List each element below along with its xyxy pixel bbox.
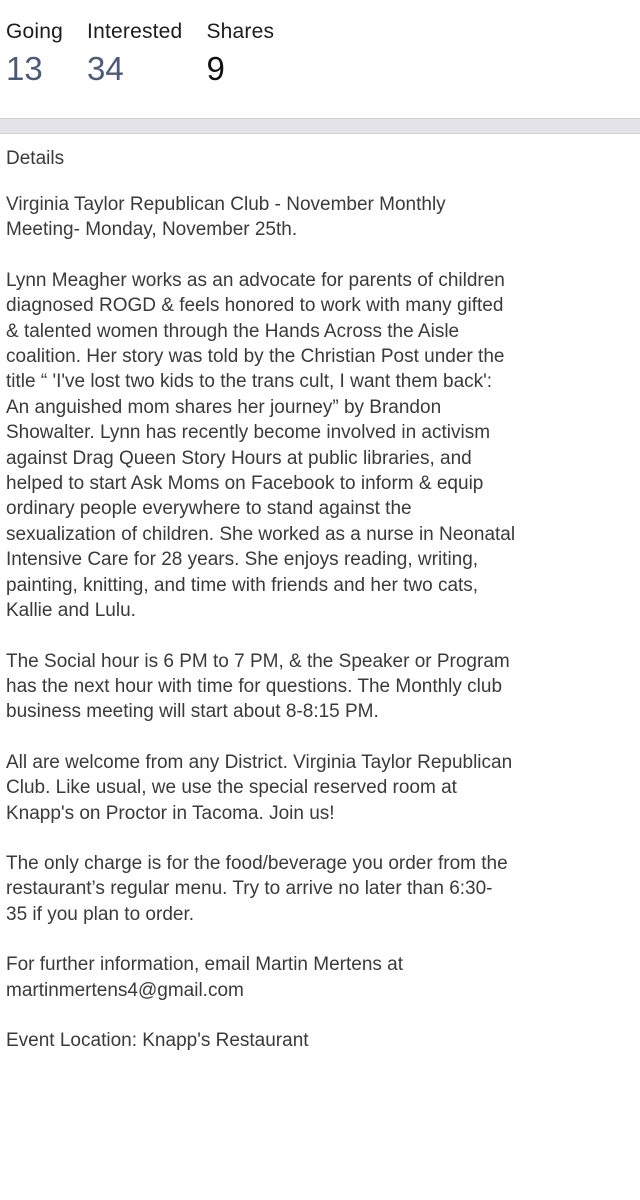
interested-label: Interested [87, 20, 183, 43]
details-section [0, 134, 640, 1053]
interested-stat[interactable] [87, 0, 182, 118]
section-divider [0, 118, 640, 134]
interested-count: 34 [87, 50, 124, 87]
shares-count: 9 [206, 50, 225, 87]
location-paragraph: Event Location: Knapp's Restaurant [6, 1029, 309, 1051]
event-stats-bar [0, 0, 640, 118]
welcome-paragraph: All are welcome from any District. Virginia Taylor Republican Club. Like usual, we use the special reserved room at Knapp's on Proctor in Tacoma. Join us! [6, 751, 513, 824]
charge-paragraph: The only charge is for the food/beverage you order from the restaurant’s regular menu. Try to arrive no later than 6:30- 35 if you plan to order. [6, 852, 508, 925]
speaker-bio-paragraph: Lynn Meagher works as an advocate for parents of children diagnosed ROGD & feels honored to work with many gifted & talented women through the Hands Across the Aisle coalition. Her story was told by the Christian Post under the title “ 'I've lost two kids to the trans cult, I want them back': An anguished mom shares her journey” by Brandon Showalter. Lynn has recently become involved in activism against Drag Queen Story Hours at public libraries, and helped to start Ask Moms on Facebook to inform & equip ordinary people everywhere to stand against the sexualization of children. She worked as a nurse in Neonatal Intensive Care for 28 years. She enjoys reading, writing, painting, knitting, and time with friends and her two cats, Kallie and Lulu. [6, 269, 516, 622]
event-title-paragraph: Virginia Taylor Republican Club - November Monthly Meeting- Monday, November 25th. [6, 194, 446, 241]
contact-paragraph: For further information, email Martin Mertens at martinmertens4@gmail.com [6, 954, 404, 1001]
going-stat[interactable] [6, 0, 63, 118]
shares-label: Shares [206, 20, 275, 43]
schedule-paragraph: The Social hour is 6 PM to 7 PM, & the Speaker or Program has the next hour with time for questions. The Monthly club business meeting will start about 8-8:15 PM. [6, 650, 510, 723]
details-heading: Details [6, 148, 65, 169]
shares-stat[interactable] [206, 0, 274, 118]
going-label: Going [6, 20, 64, 43]
going-count: 13 [6, 50, 43, 87]
